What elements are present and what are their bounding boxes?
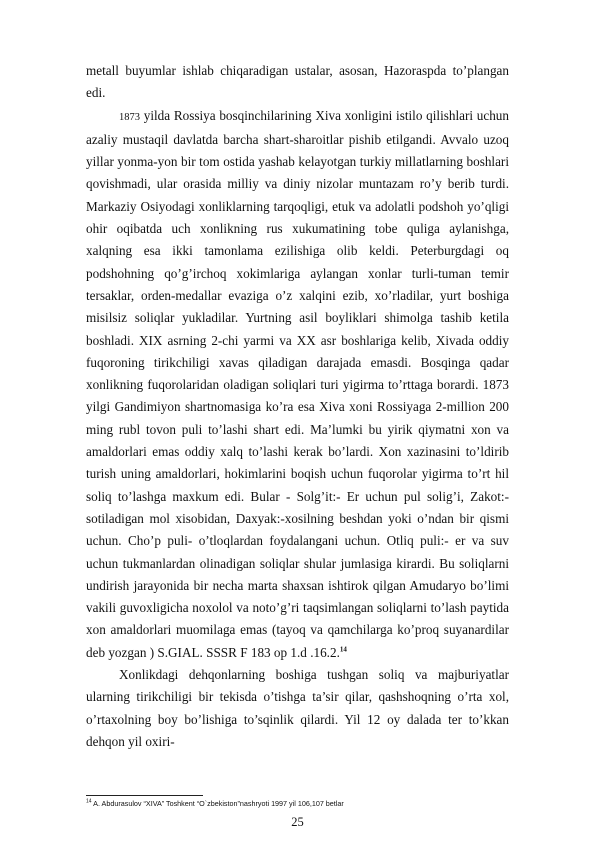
- paragraph-1: metall buyumlar ishlab chiqaradigan ustalar, asosan, Hazoraspda to’plangan edi.: [86, 63, 509, 101]
- paragraph-3: Xonlikdagi dehqonlarning boshiga tushgan soliq va majburiyatlar ularning tirikchiligi bir tekisda o’tishga ta’sir qilar, qashshoqning o’rta xol, o’rtaxolning boy bo’lishiga to’sqinlik qilardi. Yil 12 oy dalada ter to’kkan dehqon yil oxiri-: [86, 667, 509, 749]
- footnote-text: A. Abdurasulov “XIVA” Toshkent “O`zbekiston”nashryoti 1997 yil 106,107 betlar: [91, 799, 344, 808]
- paragraph-2: [86, 105, 509, 664]
- footnote-mark: 14: [86, 798, 92, 805]
- footnote: [86, 799, 516, 808]
- footnote-reference-14[interactable]: 14: [339, 645, 347, 654]
- page-number: 25: [291, 815, 304, 829]
- paragraph-2-text: yilda Rossiya bosqinchilarining Xiva xonligini istilo qilishlari uchun azaliy mustaqil davlatda barcha shart-sharoitlar pishib etilgandi. Avvalo uzoq yillar yonma-yon bir tom ostida yashab kelayotgan turkiy millatlarning boshlari qovishmadi, ular orasida milliy va diniy nizolar muntazam ro’y berib turdi. Markaziy Osiyodagi xonliklarning tarqoqligi, etuk va adolatli podshoh yo’qligi ohir oqibatda uch xonlikning rus xukumatining tobe quliga aylanishga, xalqning esa ikki tamonlama ezilishiga olib keldi. Peterburgdagi oq podshohning qo’g’irchoq xokimlariga aylangan xonlar turli-tuman temir tersaklar, orden-medallar evaziga o’z xalqini ezib, xo’rladilar, yurt boshiga misilsiz soliqlar yukladilar. Yurtning asil boyliklari shimolga tashib ketila boshladi. XIX asrning 2-chi yarmi va XX asr boshlariga kelib, Xivada oddiy fuqoroning tirikchiligi xavas qiladigan darajada emasdi. Bosqinga qadar xonlikning fuqorolaridan oladigan soliqlari turi yigirma to’rttaga borardi. 1873 yilgi Gandimiyon shartnomasiga ko’ra esa Xiva xoni Rossiyaga 2-million 200 ming rubl tovon puli to’lashi shart edi. Ma’lumki bu yirik qiymatni xon va amaldorlari emas oddiy xalq to’lashi kerak bo’lardi. Xon xazinasini to’ldirib turish uning amaldorlari, hokimlarini boqish uchun fuqorolar yigirma to’rt hil soliq to’lashga maxkum edi. Bular - Solg’it:- Er uchun pul solig’i, Zakot:-sotiladigan mol xisobidan, Daxyak:-xosilning beshdan yoki o’ndan bir qismi uchun. Cho’p puli- o’tloqlardan foydalangani uchun. Otliq puli:- er va suv uchun tukmanlardan olinadigan soliqlar shular jumlasiga kirardi. Bu soliqlarni undirish jarayonida bir necha marta shaxsan ishtirok qilgan Amudaryo bo’limi vakili guvoxligicha noxolol va noto’g’ri taqsimlangan soliqlarni to’lash paytida xon amaldorlari muomilaga emas (tayoq va qamchilarga ko’proq suyanardilar deb yozgan ) S.GIAL. SSSR F 183 op 1.d .16.2.: [86, 107, 509, 660]
- body-text: [86, 60, 509, 753]
- footnote-separator: [86, 795, 203, 796]
- paragraph-2-year: 1873: [119, 111, 140, 123]
